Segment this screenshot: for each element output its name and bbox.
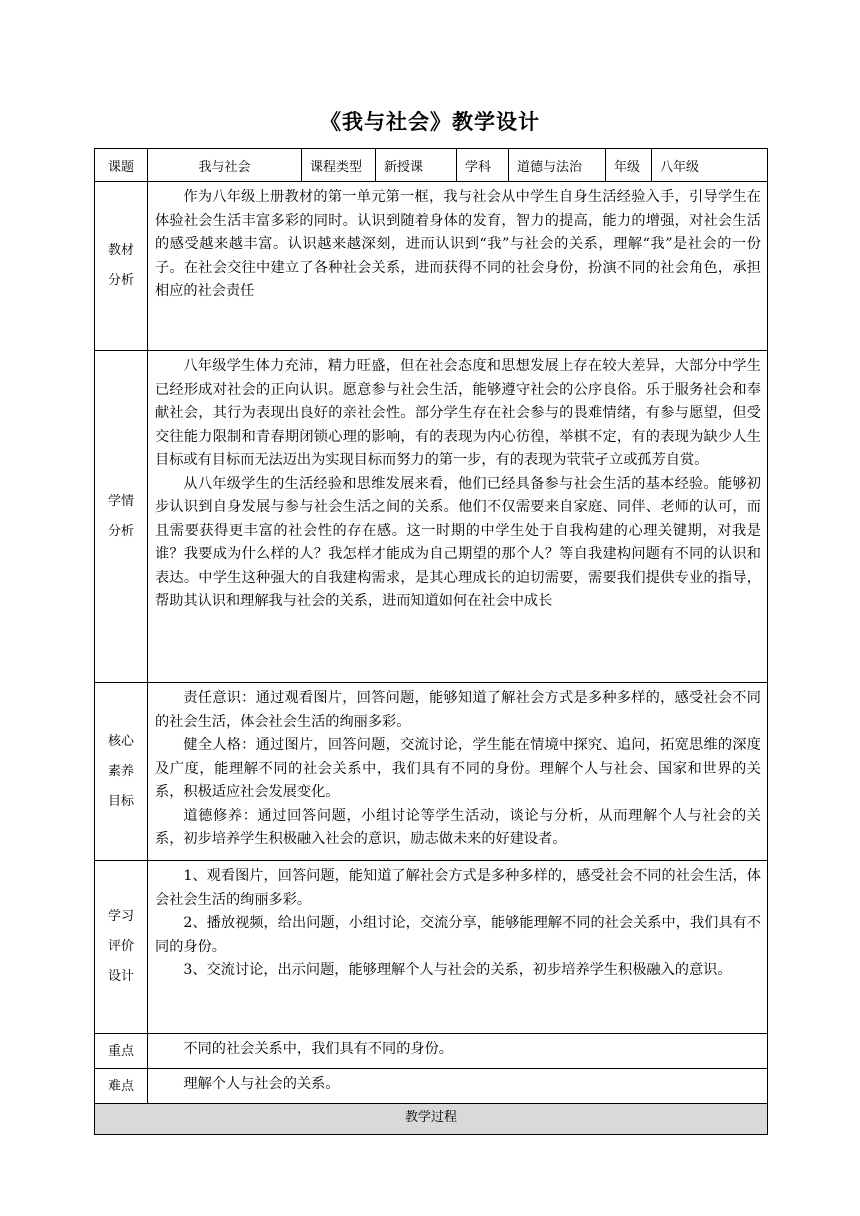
material-row	[95, 182, 768, 351]
evaluation-content	[148, 861, 768, 1034]
type-value: 新授课	[376, 149, 457, 182]
process-heading: 教学过程	[95, 1104, 768, 1135]
topic-label: 课题	[95, 149, 148, 182]
process-row	[95, 1104, 768, 1135]
difficulty-row	[95, 1069, 768, 1104]
document-title: 《我与社会》教学设计	[320, 109, 540, 134]
competency-paragraph: 责任意识：通过观看图片，回答问题，能够知道了解社会方式是多种多样的，感受社会不同的社会生活，体会社会生活的绚丽多彩。	[155, 690, 761, 730]
competency-content	[148, 683, 768, 861]
competency-paragraph: 道德修养：通过回答问题，小组讨论等学生活动，谈论与分析，从而理解个人与社会的关系，初步培养学生积极融入社会的意识，励志做未来的好建设者。	[155, 807, 761, 847]
evaluation-paragraph: 2、播放视频，给出问题，小组讨论，交流分享，能够能理解不同的社会关系中，我们具有不同的身份。	[155, 915, 761, 955]
evaluation-paragraph: 3、交流讨论，出示问题，能够理解个人与社会的关系，初步培养学生积极融入的意识。	[183, 962, 732, 978]
competency-row	[95, 683, 768, 861]
key-point-label: 重点	[95, 1034, 148, 1069]
material-paragraph: 作为八年级上册教材的第一单元第一框，我与社会从中学生自身生活经验入手，引导学生在体验社会生活丰富多彩的同时。认识到随着身体的发育，智力的提高，能力的增强，对社会生活的感受越来越丰富。认识越来越深刻，进而认识到“我”与社会的关系，理解“我”是社会的一份子。在社会交往中建立了各种社会关系，进而获得不同的社会身份，扮演不同的社会角色，承担相应的社会责任	[155, 189, 761, 299]
evaluation-row	[95, 861, 768, 1034]
lesson-plan-table	[94, 148, 768, 1135]
difficulty-label: 难点	[95, 1069, 148, 1104]
learner-label: 学情 分析	[95, 351, 148, 683]
header-row	[95, 149, 768, 182]
topic-value: 我与社会	[148, 149, 302, 182]
learner-paragraph: 从八年级学生的生活经验和思维发展来看，他们已经具备参与社会生活的基本经验。能够初步认识到自身发展与参与社会生活之间的关系。他们不仅需要来自家庭、同伴、老师的认可，而且需要获得更丰富的社会性的存在感。这一时期的中学生处于自我构建的心理关键期，对我是谁？我要成为什么样的人？我怎样才能成为自己期望的那个人？等自我建构问题有不同的认识和表达。中学生这种强大的自我建构需求，是其心理成长的迫切需要，需要我们提供专业的指导，帮助其认识和理解我与社会的关系，进而知道如何在社会中成长	[155, 475, 761, 609]
evaluation-paragraph: 1、观看图片，回答问题，能知道了解社会方式是多种多样的，感受社会不同的社会生活，体会社会生活的绚丽多彩。	[155, 868, 761, 908]
subject-label: 学科	[457, 149, 509, 182]
grade-value: 八年级	[652, 149, 768, 182]
material-content	[148, 182, 768, 351]
grade-label: 年级	[606, 149, 652, 182]
subject-value: 道德与法治	[509, 149, 606, 182]
learner-content	[148, 351, 768, 683]
material-label: 教材 分析	[95, 182, 148, 351]
difficulty-content: 理解个人与社会的关系。	[148, 1069, 768, 1104]
type-label: 课程类型	[302, 149, 376, 182]
key-point-row	[95, 1034, 768, 1069]
key-point-content: 不同的社会关系中，我们具有不同的身份。	[148, 1034, 768, 1069]
learner-row	[95, 351, 768, 683]
competency-label: 核心 素养 目标	[95, 683, 148, 861]
competency-paragraph: 健全人格：通过图片，回答问题，交流讨论，学生能在情境中探究、追问，拓宽思维的深度及广度，能理解不同的社会关系中，我们具有不同的身份。理解个人与社会、国家和世界的关系，积极适应社会发展变化。	[155, 737, 761, 800]
learner-paragraph: 八年级学生体力充沛，精力旺盛，但在社会态度和思想发展上存在较大差异，大部分中学生已经形成对社会的正向认识。愿意参与社会生活，能够遵守社会的公序良俗。乐于服务社会和奉献社会，其行为表现出良好的亲社会性。部分学生存在社会参与的畏难情绪，有参与愿望，但受交往能力限制和青春期闭锁心理的影响，有的表现为内心彷徨，举棋不定，有的表现为缺少人生目标或有目标而无法迈出为实现目标而努力的第一步，有的表现为茕茕孑立或孤芳自赏。	[155, 358, 761, 468]
evaluation-label: 学习 评价 设计	[95, 861, 148, 1034]
